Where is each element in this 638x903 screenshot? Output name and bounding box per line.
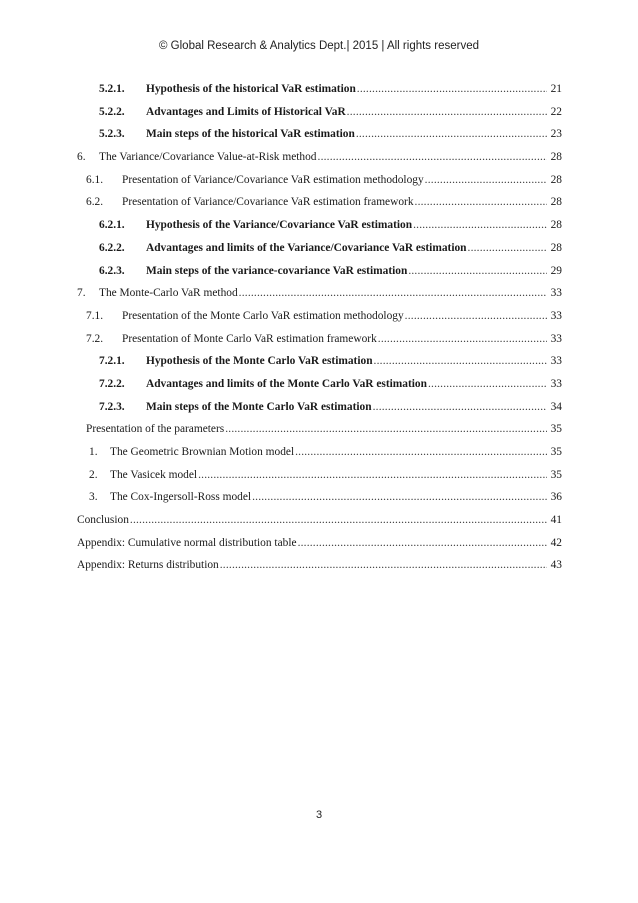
toc-entry-number: 3.: [89, 491, 98, 504]
toc-dot-leader: [425, 173, 547, 187]
toc-entry-number: 6.1.: [86, 173, 104, 186]
toc-entry-number: 1.: [89, 446, 98, 458]
toc-entry-title: Appendix: Cumulative normal distribution table: [77, 536, 297, 549]
toc-entry-title: Presentation of Variance/Covariance VaR estimation methodology: [122, 173, 424, 186]
toc-entry-number: 5.2.1.: [99, 83, 125, 95]
toc-entry-page: 33: [550, 309, 562, 322]
toc-entry[interactable]: [77, 354, 562, 377]
toc-entry-page: 35: [550, 423, 562, 436]
toc-entry-title: The Monte-Carlo VaR method: [99, 287, 238, 300]
toc-entry-number: 7.2.: [86, 332, 104, 345]
toc-dot-leader: [373, 400, 547, 414]
toc-entry-title: Main steps of the historical VaR estimation: [146, 128, 355, 141]
toc-entry-title: Main steps of the Monte Carlo VaR estimation: [146, 400, 372, 413]
table-of-contents: [77, 82, 562, 581]
toc-entry[interactable]: [77, 332, 562, 355]
toc-entry-page: 33: [550, 355, 562, 368]
toc-entry-title: Hypothesis of the historical VaR estimation: [146, 83, 356, 95]
toc-dot-leader: [378, 332, 547, 346]
toc-entry-page: 28: [550, 241, 562, 254]
toc-entry[interactable]: [77, 445, 562, 468]
toc-entry-number: 7.2.2.: [99, 377, 125, 390]
toc-dot-leader: [408, 264, 547, 278]
toc-entry-page: 21: [550, 83, 562, 95]
toc-entry-number: 6.2.3.: [99, 264, 125, 277]
toc-entry-page: 28: [550, 151, 562, 164]
toc-dot-leader: [239, 286, 547, 300]
toc-entry[interactable]: [77, 264, 562, 287]
toc-dot-leader: [415, 195, 547, 209]
toc-entry[interactable]: [77, 150, 562, 173]
toc-entry-page: 42: [550, 536, 562, 549]
toc-entry-page: 43: [550, 559, 562, 572]
toc-entry[interactable]: [77, 127, 562, 150]
toc-dot-leader: [225, 422, 547, 436]
toc-dot-leader: [220, 558, 547, 572]
toc-entry-page: 29: [550, 264, 562, 277]
toc-dot-leader: [356, 127, 547, 141]
toc-entry[interactable]: [77, 286, 562, 309]
toc-entry-page: 35: [550, 468, 562, 481]
toc-dot-leader: [130, 513, 547, 527]
toc-entry-title: Conclusion: [77, 514, 129, 527]
toc-entry[interactable]: [77, 173, 562, 196]
toc-dot-leader: [374, 354, 547, 368]
toc-entry-number: 6.2.2.: [99, 241, 125, 254]
toc-dot-leader: [347, 105, 547, 119]
toc-dot-leader: [318, 150, 547, 164]
toc-entry[interactable]: [77, 536, 562, 559]
toc-dot-leader: [413, 218, 547, 232]
toc-entry-page: 33: [550, 287, 562, 300]
toc-entry-number: 7.2.3.: [99, 400, 125, 413]
toc-entry-title: Presentation of the parameters: [86, 423, 225, 436]
toc-entry-title: Advantages and limits of the Variance/Covariance VaR estimation: [146, 241, 467, 254]
toc-entry-number: 6.2.: [86, 196, 104, 209]
toc-entry[interactable]: [77, 241, 562, 264]
toc-entry-page: 28: [550, 196, 562, 209]
toc-entry[interactable]: [77, 309, 562, 332]
toc-entry[interactable]: [77, 490, 562, 513]
page-header: © Global Research & Analytics Dept.| 2015 | All rights reserved: [159, 40, 479, 52]
toc-entry-title: The Vasicek model: [110, 468, 198, 481]
toc-dot-leader: [198, 468, 547, 482]
toc-entry-number: 2.: [89, 468, 98, 481]
toc-entry-title: Presentation of Variance/Covariance VaR estimation framework: [122, 196, 414, 209]
toc-entry[interactable]: [77, 195, 562, 218]
toc-entry[interactable]: [77, 400, 562, 423]
toc-dot-leader: [252, 490, 547, 504]
page-number: 3: [315, 809, 323, 821]
toc-entry-number: 6.: [77, 151, 86, 164]
toc-entry-title: The Variance/Covariance Value-at-Risk method: [99, 151, 317, 164]
toc-dot-leader: [428, 377, 547, 391]
toc-entry-title: Hypothesis of the Monte Carlo VaR estimation: [146, 355, 373, 368]
toc-entry-title: Advantages and Limits of Historical VaR: [146, 105, 346, 118]
toc-entry-title: Presentation of Monte Carlo VaR estimation framework: [122, 332, 377, 345]
toc-entry-title: Appendix: Returns distribution: [77, 559, 219, 572]
toc-entry-page: 23: [550, 128, 562, 141]
toc-entry-page: 22: [550, 105, 562, 118]
toc-entry-number: 5.2.2.: [99, 105, 125, 118]
toc-entry-title: Main steps of the variance-covariance VaR estimation: [146, 264, 408, 277]
toc-dot-leader: [468, 241, 547, 255]
toc-entry-number: 7.1.: [86, 309, 104, 322]
toc-entry-page: 41: [550, 514, 562, 527]
toc-entry-title: Hypothesis of the Variance/Covariance VaR estimation: [146, 219, 413, 232]
toc-entry-number: 7.: [77, 287, 86, 300]
toc-entry[interactable]: [77, 82, 562, 105]
toc-dot-leader: [298, 536, 547, 550]
toc-dot-leader: [357, 82, 547, 96]
toc-entry[interactable]: [77, 218, 562, 241]
toc-entry[interactable]: [77, 422, 562, 445]
toc-entry-page: 28: [550, 219, 562, 232]
toc-dot-leader: [405, 309, 547, 323]
toc-entry[interactable]: [77, 558, 562, 581]
toc-entry-number: 7.2.1.: [99, 355, 125, 368]
toc-entry-page: 35: [550, 446, 562, 458]
toc-entry-title: The Cox-Ingersoll-Ross model: [110, 491, 252, 504]
toc-entry-title: The Geometric Brownian Motion model: [110, 446, 295, 458]
toc-entry[interactable]: [77, 105, 562, 128]
toc-entry-number: 6.2.1.: [99, 219, 125, 232]
toc-entry[interactable]: [77, 513, 562, 536]
toc-dot-leader: [295, 445, 547, 459]
toc-entry-title: Advantages and limits of the Monte Carlo VaR estimation: [146, 377, 427, 390]
toc-entry-page: 28: [550, 173, 562, 186]
toc-entry[interactable]: [77, 377, 562, 400]
toc-entry-page: 34: [550, 400, 562, 413]
toc-entry-page: 33: [550, 332, 562, 345]
toc-entry-page: 36: [550, 491, 562, 504]
toc-entry[interactable]: [77, 468, 562, 491]
toc-entry-page: 33: [550, 377, 562, 390]
toc-entry-title: Presentation of the Monte Carlo VaR estimation methodology: [122, 309, 404, 322]
toc-entry-number: 5.2.3.: [99, 128, 125, 141]
